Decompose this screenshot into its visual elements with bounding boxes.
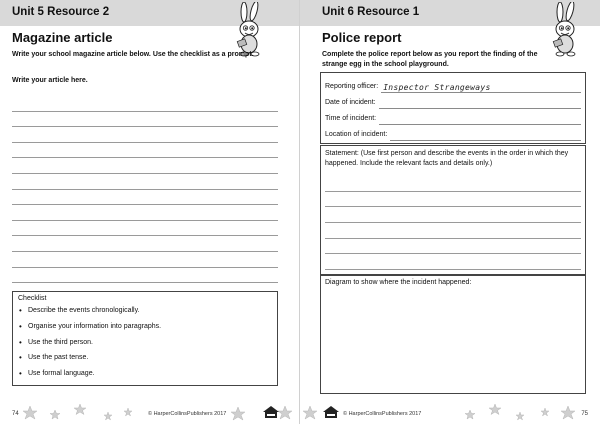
checklist-box: [12, 291, 278, 386]
left-unit-label: Unit 5 Resource 2: [12, 6, 110, 18]
writing-line[interactable]: [12, 174, 278, 190]
field-label: Reporting officer:: [325, 83, 379, 90]
writing-line[interactable]: [12, 221, 278, 237]
publisher-logo-icon: [322, 405, 340, 419]
diagram-label: Diagram to show where the incident happened:: [325, 279, 472, 286]
writing-line[interactable]: [12, 205, 278, 221]
checklist-item: • Use formal language.: [19, 369, 95, 379]
checklist-item: • Use the third person.: [19, 337, 93, 347]
field-label: Time of incident:: [325, 115, 377, 122]
right-copyright: © HarperCollinsPublishers 2017: [343, 411, 422, 417]
statement-box: [320, 145, 586, 275]
writing-line[interactable]: [12, 190, 278, 206]
field-label: Date of incident:: [325, 99, 376, 106]
stars-decoration-icon: [300, 394, 600, 424]
writing-line[interactable]: [12, 268, 278, 284]
left-page-number: 74: [12, 411, 19, 417]
left-copyright: © HarperCollinsPublishers 2017: [148, 411, 227, 417]
publisher-logo-icon: [262, 405, 280, 419]
statement-line[interactable]: [325, 207, 581, 223]
writing-line[interactable]: [12, 158, 278, 174]
field-row-reporting-officer: [325, 77, 581, 93]
checklist-item: • Use the past tense.: [19, 353, 89, 363]
police-report-fields: [320, 72, 586, 144]
checklist-item: • Organise your information into paragraphs.: [19, 321, 162, 331]
stars-decoration-icon: [0, 394, 300, 424]
rabbit-mascot-icon: [546, 2, 586, 58]
checklist-title: Checklist: [18, 295, 47, 302]
right-intro: Complete the police report below as you report the finding of the strange egg in the school playground.: [322, 51, 538, 68]
time-of-incident-field[interactable]: [379, 112, 581, 125]
writing-line[interactable]: [12, 127, 278, 143]
statement-line[interactable]: [325, 223, 581, 239]
writing-line[interactable]: [12, 112, 278, 128]
location-of-incident-field[interactable]: [390, 128, 581, 141]
writing-line[interactable]: [12, 96, 278, 112]
right-page-number: 75: [581, 411, 588, 417]
right-unit-label: Unit 6 Resource 1: [322, 6, 420, 18]
handwritten-value: Inspector Strangeways: [383, 83, 491, 92]
statement-label: Statement: (Use first person and describe the events in the order in which they happened. Include the relevant facts and details only.): [325, 150, 569, 167]
bullet-icon: •: [19, 337, 22, 347]
bullet-icon: •: [19, 369, 22, 379]
field-label: Location of incident:: [325, 131, 388, 138]
writing-line[interactable]: [12, 236, 278, 252]
write-label: Write your article here.: [12, 77, 88, 84]
bullet-icon: •: [19, 353, 22, 363]
statement-lines[interactable]: [325, 176, 581, 270]
statement-line[interactable]: [325, 192, 581, 208]
field-row-time: [325, 109, 581, 125]
statement-line[interactable]: [325, 176, 581, 192]
checklist-item: • Describe the events chronologically.: [19, 306, 140, 315]
statement-line[interactable]: [325, 239, 581, 255]
bullet-icon: •: [19, 321, 22, 331]
writing-line[interactable]: [12, 252, 278, 268]
diagram-box[interactable]: [320, 275, 586, 394]
reporting-officer-field[interactable]: [381, 80, 581, 93]
statement-line[interactable]: [325, 254, 581, 270]
right-page: [300, 0, 600, 424]
left-intro: Write your school magazine article below. Use the checklist as a prompt.: [12, 51, 254, 58]
field-row-date: [325, 93, 581, 109]
date-of-incident-field[interactable]: [379, 96, 581, 109]
left-page-title: Magazine article: [12, 30, 113, 45]
writing-lines[interactable]: [12, 96, 278, 283]
writing-line[interactable]: [12, 143, 278, 159]
bullet-icon: •: [19, 306, 22, 315]
field-row-location: [325, 125, 581, 141]
right-page-title: Police report: [322, 30, 402, 45]
